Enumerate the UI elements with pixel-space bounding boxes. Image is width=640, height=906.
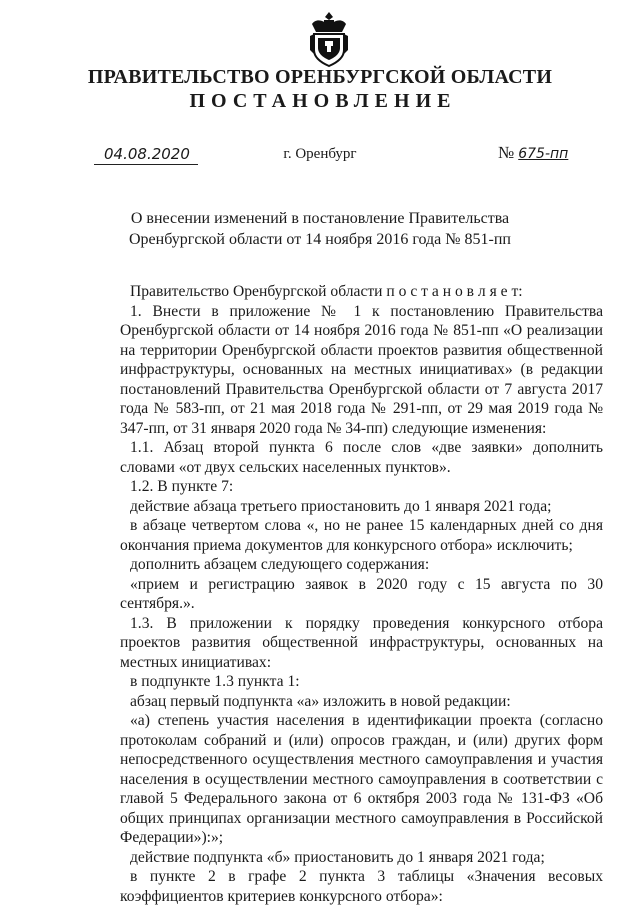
body-paragraph: 1.3. В приложении к порядку проведения конкурсного отбора проектов развития общественной инфраструктуры, основанных на местных инициативах: xyxy=(120,614,603,671)
body-paragraph: 1.1. Абзац второй пункта 6 после слов «две заявки» дополнить словами «от двух сельских населенных пунктов». xyxy=(120,439,603,476)
body-paragraph: действие подпункта «б» приостановить до 1 января 2021 года; xyxy=(130,848,545,866)
body-paragraph: в абзаце четвертом слова «, но не ранее 15 календарных дней со дня окончания приема документов для конкурсного отбора» исключить; xyxy=(120,517,603,554)
handwritten-number: 675-пп xyxy=(518,146,569,162)
document-number xyxy=(498,143,568,163)
document-body xyxy=(120,282,603,906)
subject-line: Оренбургской области от 14 ноября 2016 года № 851-пп xyxy=(129,231,511,248)
body-paragraph: в подпункте 1.3 пункта 1: xyxy=(130,673,300,690)
city-label: г. Оренбург xyxy=(283,146,357,162)
body-paragraph: 1. Внести в приложение № 1 к постановлению Правительства Оренбургской области от 14 ноября 2016 года № 851-пп «О реализации на территории Оренбургской области проектов развития общественной инфраструктуры, основанных на местных инициативах» (в редакции постановлений Правительства Оренбургской области от 7 августа 2017 года № 583-пп, от 21 мая 2018 года № 291-пп, от 29 мая 2019 года № 347-пп, от 31 января 2020 года № 34-пп) следующие изменения: xyxy=(120,302,603,437)
body-paragraph: действие абзаца третьего приостановить до 1 января 2021 года; xyxy=(130,497,552,515)
document-type-title: ПОСТАНОВЛЕНИЕ xyxy=(189,90,457,112)
body-paragraph: абзац первый подпункта «а» изложить в новой редакции: xyxy=(130,692,511,710)
date-underline xyxy=(94,164,198,165)
body-paragraph: 1.2. В пункте 7: xyxy=(130,478,234,495)
handwritten-date: 04.08.2020 xyxy=(104,145,190,163)
body-paragraph: «а) степень участия населения в идентификации проекта (согласно протоколам собраний и (или) опросов граждан, и (или) других форм непосредственного осуществления местного самоуправления и участия населения в осуществлении местного самоуправления в соответствии с главой 5 Федерального закона от 6 октября 2003 года № 131-ФЗ «Об общих принципах организации местного самоуправления в Российской Федерации»):»; xyxy=(120,712,603,846)
body-paragraph: в пункте 2 в графе 2 пункта 3 таблицы «Значения весовых коэффициентов критериев конкурсного отбора»: xyxy=(120,868,603,905)
subject-line: О внесении изменений в постановление Правительства xyxy=(130,210,510,227)
body-paragraph: дополнить абзацем следующего содержания: xyxy=(130,556,430,573)
body-paragraph: «прием и регистрацию заявок в 2020 году с 15 августа по 30 сентября.». xyxy=(120,575,603,612)
government-title: ПРАВИТЕЛЬСТВО ОРЕНБУРГСКОЙ ОБЛАСТИ xyxy=(87,66,553,88)
number-sign: № xyxy=(498,143,515,162)
document-subject xyxy=(80,208,560,250)
coat-of-arms-emblem xyxy=(306,10,352,68)
body-paragraph: Правительство Оренбургской области п о с т а н о в л я е т: xyxy=(130,283,523,300)
